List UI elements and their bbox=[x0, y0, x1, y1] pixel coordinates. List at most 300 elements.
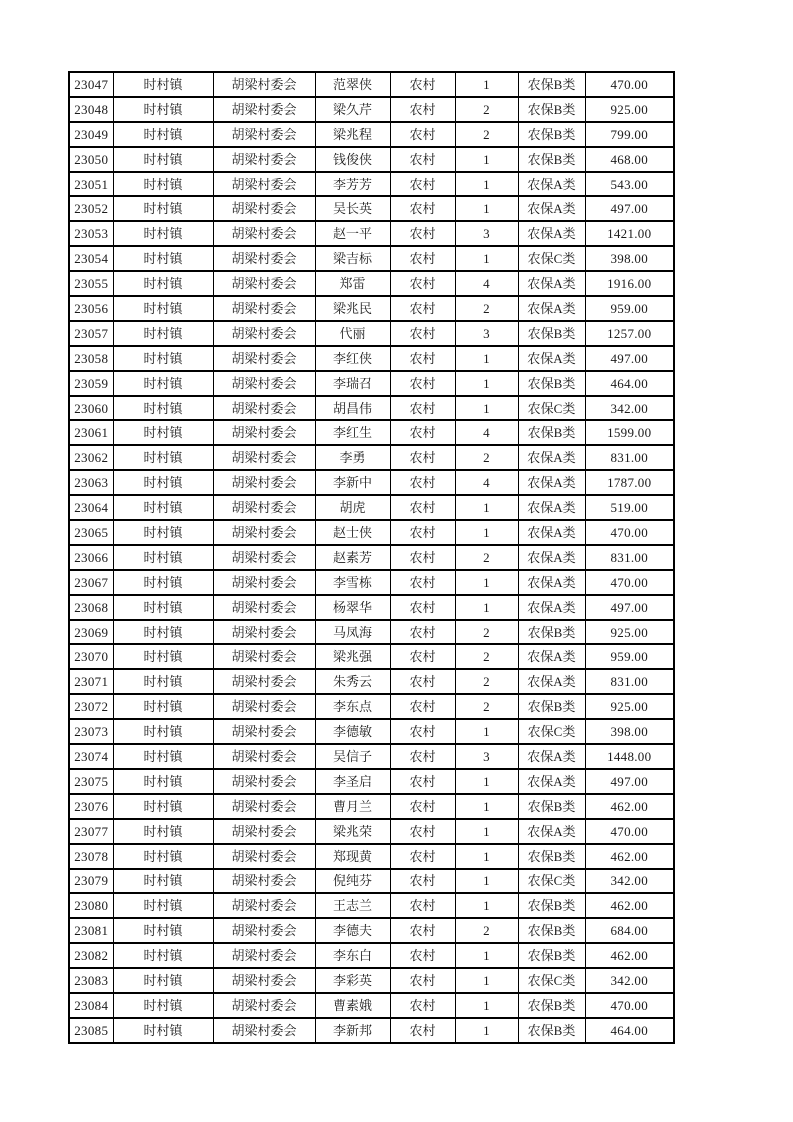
cell-record-id: 23066 bbox=[69, 545, 113, 570]
cell-amount: 497.00 bbox=[585, 346, 674, 371]
cell-amount: 462.00 bbox=[585, 893, 674, 918]
cell-person-name: 范翠侠 bbox=[315, 72, 390, 97]
cell-record-id: 23064 bbox=[69, 495, 113, 520]
cell-person-name: 李芳芳 bbox=[315, 172, 390, 197]
cell-person-count: 1 bbox=[455, 819, 518, 844]
table-row bbox=[69, 271, 674, 296]
cell-record-id: 23082 bbox=[69, 943, 113, 968]
cell-village-committee: 胡梁村委会 bbox=[213, 943, 315, 968]
cell-person-name: 李新邦 bbox=[315, 1018, 390, 1043]
cell-area-type: 农村 bbox=[390, 495, 455, 520]
cell-insurance-type: 农保A类 bbox=[518, 769, 585, 794]
cell-area-type: 农村 bbox=[390, 819, 455, 844]
cell-town: 时村镇 bbox=[113, 869, 213, 894]
cell-amount: 462.00 bbox=[585, 794, 674, 819]
table-row bbox=[69, 196, 674, 221]
cell-insurance-type: 农保B类 bbox=[518, 72, 585, 97]
cell-insurance-type: 农保B类 bbox=[518, 943, 585, 968]
cell-village-committee: 胡梁村委会 bbox=[213, 819, 315, 844]
cell-village-committee: 胡梁村委会 bbox=[213, 869, 315, 894]
cell-area-type: 农村 bbox=[390, 445, 455, 470]
cell-village-committee: 胡梁村委会 bbox=[213, 371, 315, 396]
table-row bbox=[69, 445, 674, 470]
cell-amount: 799.00 bbox=[585, 122, 674, 147]
cell-area-type: 农村 bbox=[390, 346, 455, 371]
table-row bbox=[69, 371, 674, 396]
cell-amount: 342.00 bbox=[585, 396, 674, 421]
cell-person-name: 梁兆强 bbox=[315, 644, 390, 669]
cell-village-committee: 胡梁村委会 bbox=[213, 72, 315, 97]
table-row bbox=[69, 794, 674, 819]
cell-person-count: 2 bbox=[455, 445, 518, 470]
cell-person-name: 梁吉标 bbox=[315, 246, 390, 271]
cell-town: 时村镇 bbox=[113, 371, 213, 396]
table-row bbox=[69, 172, 674, 197]
cell-area-type: 农村 bbox=[390, 172, 455, 197]
cell-amount: 497.00 bbox=[585, 196, 674, 221]
cell-person-name: 赵素芳 bbox=[315, 545, 390, 570]
cell-town: 时村镇 bbox=[113, 545, 213, 570]
cell-town: 时村镇 bbox=[113, 296, 213, 321]
cell-person-count: 2 bbox=[455, 644, 518, 669]
cell-person-name: 胡虎 bbox=[315, 495, 390, 520]
cell-record-id: 23067 bbox=[69, 570, 113, 595]
cell-area-type: 农村 bbox=[390, 420, 455, 445]
cell-person-count: 1 bbox=[455, 72, 518, 97]
table-row bbox=[69, 296, 674, 321]
cell-person-count: 1 bbox=[455, 595, 518, 620]
cell-amount: 925.00 bbox=[585, 694, 674, 719]
cell-person-count: 2 bbox=[455, 620, 518, 645]
cell-record-id: 23077 bbox=[69, 819, 113, 844]
table-row bbox=[69, 719, 674, 744]
cell-village-committee: 胡梁村委会 bbox=[213, 694, 315, 719]
cell-person-name: 李德夫 bbox=[315, 918, 390, 943]
cell-insurance-type: 农保A类 bbox=[518, 346, 585, 371]
cell-insurance-type: 农保C类 bbox=[518, 396, 585, 421]
table-row bbox=[69, 968, 674, 993]
table-row bbox=[69, 246, 674, 271]
cell-area-type: 农村 bbox=[390, 968, 455, 993]
cell-village-committee: 胡梁村委会 bbox=[213, 744, 315, 769]
cell-record-id: 23065 bbox=[69, 520, 113, 545]
cell-amount: 1599.00 bbox=[585, 420, 674, 445]
table-row bbox=[69, 893, 674, 918]
cell-person-count: 1 bbox=[455, 943, 518, 968]
cell-area-type: 农村 bbox=[390, 520, 455, 545]
cell-amount: 831.00 bbox=[585, 545, 674, 570]
cell-person-count: 1 bbox=[455, 346, 518, 371]
cell-village-committee: 胡梁村委会 bbox=[213, 918, 315, 943]
cell-village-committee: 胡梁村委会 bbox=[213, 669, 315, 694]
cell-insurance-type: 农保B类 bbox=[518, 620, 585, 645]
cell-person-count: 3 bbox=[455, 321, 518, 346]
cell-area-type: 农村 bbox=[390, 545, 455, 570]
cell-person-count: 2 bbox=[455, 669, 518, 694]
cell-person-name: 李东白 bbox=[315, 943, 390, 968]
cell-amount: 1257.00 bbox=[585, 321, 674, 346]
cell-area-type: 农村 bbox=[390, 893, 455, 918]
table-row bbox=[69, 869, 674, 894]
cell-village-committee: 胡梁村委会 bbox=[213, 296, 315, 321]
cell-person-name: 赵一平 bbox=[315, 221, 390, 246]
cell-area-type: 农村 bbox=[390, 744, 455, 769]
cell-record-id: 23083 bbox=[69, 968, 113, 993]
cell-village-committee: 胡梁村委会 bbox=[213, 1018, 315, 1043]
cell-village-committee: 胡梁村委会 bbox=[213, 644, 315, 669]
cell-area-type: 农村 bbox=[390, 296, 455, 321]
cell-insurance-type: 农保A类 bbox=[518, 595, 585, 620]
cell-town: 时村镇 bbox=[113, 844, 213, 869]
cell-insurance-type: 农保A类 bbox=[518, 196, 585, 221]
cell-person-count: 1 bbox=[455, 869, 518, 894]
cell-town: 时村镇 bbox=[113, 72, 213, 97]
cell-person-name: 李东点 bbox=[315, 694, 390, 719]
cell-village-committee: 胡梁村委会 bbox=[213, 396, 315, 421]
cell-person-name: 梁兆荣 bbox=[315, 819, 390, 844]
cell-amount: 1916.00 bbox=[585, 271, 674, 296]
cell-record-id: 23060 bbox=[69, 396, 113, 421]
cell-village-committee: 胡梁村委会 bbox=[213, 346, 315, 371]
table-row bbox=[69, 744, 674, 769]
cell-area-type: 农村 bbox=[390, 221, 455, 246]
cell-person-count: 1 bbox=[455, 172, 518, 197]
cell-record-id: 23055 bbox=[69, 271, 113, 296]
cell-person-count: 3 bbox=[455, 221, 518, 246]
cell-town: 时村镇 bbox=[113, 893, 213, 918]
cell-person-name: 郑现黄 bbox=[315, 844, 390, 869]
cell-amount: 1421.00 bbox=[585, 221, 674, 246]
cell-person-count: 2 bbox=[455, 545, 518, 570]
cell-village-committee: 胡梁村委会 bbox=[213, 445, 315, 470]
cell-record-id: 23069 bbox=[69, 620, 113, 645]
cell-insurance-type: 农保A类 bbox=[518, 470, 585, 495]
cell-village-committee: 胡梁村委会 bbox=[213, 520, 315, 545]
cell-area-type: 农村 bbox=[390, 794, 455, 819]
cell-town: 时村镇 bbox=[113, 470, 213, 495]
cell-town: 时村镇 bbox=[113, 595, 213, 620]
cell-person-name: 李红生 bbox=[315, 420, 390, 445]
cell-town: 时村镇 bbox=[113, 918, 213, 943]
cell-amount: 959.00 bbox=[585, 644, 674, 669]
cell-person-count: 2 bbox=[455, 97, 518, 122]
cell-amount: 464.00 bbox=[585, 371, 674, 396]
cell-village-committee: 胡梁村委会 bbox=[213, 147, 315, 172]
cell-record-id: 23062 bbox=[69, 445, 113, 470]
cell-area-type: 农村 bbox=[390, 844, 455, 869]
cell-village-committee: 胡梁村委会 bbox=[213, 794, 315, 819]
cell-area-type: 农村 bbox=[390, 918, 455, 943]
table-row bbox=[69, 570, 674, 595]
cell-record-id: 23070 bbox=[69, 644, 113, 669]
cell-area-type: 农村 bbox=[390, 644, 455, 669]
cell-person-name: 李彩英 bbox=[315, 968, 390, 993]
cell-insurance-type: 农保A类 bbox=[518, 271, 585, 296]
cell-town: 时村镇 bbox=[113, 669, 213, 694]
cell-person-name: 李勇 bbox=[315, 445, 390, 470]
cell-town: 时村镇 bbox=[113, 246, 213, 271]
cell-person-count: 1 bbox=[455, 893, 518, 918]
cell-area-type: 农村 bbox=[390, 396, 455, 421]
cell-village-committee: 胡梁村委会 bbox=[213, 719, 315, 744]
cell-record-id: 23072 bbox=[69, 694, 113, 719]
cell-person-count: 4 bbox=[455, 420, 518, 445]
table-row bbox=[69, 993, 674, 1018]
cell-amount: 470.00 bbox=[585, 520, 674, 545]
table-row bbox=[69, 694, 674, 719]
cell-village-committee: 胡梁村委会 bbox=[213, 246, 315, 271]
table-body bbox=[69, 72, 674, 1043]
cell-amount: 1448.00 bbox=[585, 744, 674, 769]
cell-amount: 398.00 bbox=[585, 246, 674, 271]
cell-town: 时村镇 bbox=[113, 1018, 213, 1043]
cell-amount: 831.00 bbox=[585, 669, 674, 694]
cell-person-count: 1 bbox=[455, 1018, 518, 1043]
table-row bbox=[69, 396, 674, 421]
cell-person-name: 吴信子 bbox=[315, 744, 390, 769]
cell-area-type: 农村 bbox=[390, 669, 455, 694]
cell-person-name: 李雪栋 bbox=[315, 570, 390, 595]
cell-person-count: 1 bbox=[455, 147, 518, 172]
cell-village-committee: 胡梁村委会 bbox=[213, 968, 315, 993]
cell-person-name: 曹素娥 bbox=[315, 993, 390, 1018]
cell-person-name: 李新中 bbox=[315, 470, 390, 495]
cell-person-count: 1 bbox=[455, 196, 518, 221]
cell-person-name: 李德敏 bbox=[315, 719, 390, 744]
cell-village-committee: 胡梁村委会 bbox=[213, 620, 315, 645]
cell-person-count: 1 bbox=[455, 246, 518, 271]
cell-town: 时村镇 bbox=[113, 420, 213, 445]
table-row bbox=[69, 420, 674, 445]
cell-record-id: 23048 bbox=[69, 97, 113, 122]
cell-person-name: 胡昌伟 bbox=[315, 396, 390, 421]
cell-person-name: 梁兆民 bbox=[315, 296, 390, 321]
cell-amount: 470.00 bbox=[585, 72, 674, 97]
cell-village-committee: 胡梁村委会 bbox=[213, 844, 315, 869]
cell-person-count: 1 bbox=[455, 371, 518, 396]
table-row bbox=[69, 346, 674, 371]
cell-record-id: 23078 bbox=[69, 844, 113, 869]
cell-insurance-type: 农保B类 bbox=[518, 844, 585, 869]
cell-person-name: 王志兰 bbox=[315, 893, 390, 918]
cell-amount: 470.00 bbox=[585, 993, 674, 1018]
cell-town: 时村镇 bbox=[113, 719, 213, 744]
cell-person-count: 2 bbox=[455, 122, 518, 147]
cell-insurance-type: 农保B类 bbox=[518, 694, 585, 719]
cell-record-id: 23073 bbox=[69, 719, 113, 744]
cell-town: 时村镇 bbox=[113, 147, 213, 172]
table-row bbox=[69, 221, 674, 246]
table-row bbox=[69, 1018, 674, 1043]
cell-town: 时村镇 bbox=[113, 943, 213, 968]
cell-area-type: 农村 bbox=[390, 1018, 455, 1043]
cell-person-count: 3 bbox=[455, 744, 518, 769]
cell-person-name: 代丽 bbox=[315, 321, 390, 346]
table-row bbox=[69, 644, 674, 669]
cell-record-id: 23047 bbox=[69, 72, 113, 97]
cell-town: 时村镇 bbox=[113, 271, 213, 296]
cell-person-count: 1 bbox=[455, 968, 518, 993]
cell-insurance-type: 农保A类 bbox=[518, 520, 585, 545]
cell-village-committee: 胡梁村委会 bbox=[213, 196, 315, 221]
cell-amount: 543.00 bbox=[585, 172, 674, 197]
cell-record-id: 23084 bbox=[69, 993, 113, 1018]
cell-insurance-type: 农保A类 bbox=[518, 445, 585, 470]
table-row bbox=[69, 321, 674, 346]
cell-amount: 468.00 bbox=[585, 147, 674, 172]
cell-record-id: 23085 bbox=[69, 1018, 113, 1043]
cell-area-type: 农村 bbox=[390, 122, 455, 147]
cell-village-committee: 胡梁村委会 bbox=[213, 495, 315, 520]
cell-amount: 497.00 bbox=[585, 769, 674, 794]
cell-insurance-type: 农保B类 bbox=[518, 371, 585, 396]
cell-person-name: 郑雷 bbox=[315, 271, 390, 296]
table-row bbox=[69, 97, 674, 122]
cell-insurance-type: 农保B类 bbox=[518, 122, 585, 147]
cell-insurance-type: 农保B类 bbox=[518, 993, 585, 1018]
cell-village-committee: 胡梁村委会 bbox=[213, 122, 315, 147]
cell-town: 时村镇 bbox=[113, 396, 213, 421]
cell-person-count: 1 bbox=[455, 495, 518, 520]
cell-insurance-type: 农保A类 bbox=[518, 221, 585, 246]
table-row bbox=[69, 122, 674, 147]
cell-area-type: 农村 bbox=[390, 246, 455, 271]
cell-amount: 462.00 bbox=[585, 844, 674, 869]
cell-person-count: 4 bbox=[455, 271, 518, 296]
cell-town: 时村镇 bbox=[113, 445, 213, 470]
cell-area-type: 农村 bbox=[390, 97, 455, 122]
cell-insurance-type: 农保B类 bbox=[518, 893, 585, 918]
cell-area-type: 农村 bbox=[390, 271, 455, 296]
cell-person-name: 李圣启 bbox=[315, 769, 390, 794]
table-row bbox=[69, 495, 674, 520]
cell-record-id: 23071 bbox=[69, 669, 113, 694]
cell-person-count: 1 bbox=[455, 993, 518, 1018]
cell-person-name: 梁兆程 bbox=[315, 122, 390, 147]
table-row bbox=[69, 943, 674, 968]
cell-person-name: 吴长英 bbox=[315, 196, 390, 221]
table-row bbox=[69, 918, 674, 943]
cell-insurance-type: 农保A类 bbox=[518, 495, 585, 520]
cell-area-type: 农村 bbox=[390, 371, 455, 396]
cell-person-count: 1 bbox=[455, 570, 518, 595]
cell-village-committee: 胡梁村委会 bbox=[213, 570, 315, 595]
cell-village-committee: 胡梁村委会 bbox=[213, 470, 315, 495]
cell-record-id: 23054 bbox=[69, 246, 113, 271]
cell-village-committee: 胡梁村委会 bbox=[213, 321, 315, 346]
cell-amount: 925.00 bbox=[585, 97, 674, 122]
cell-town: 时村镇 bbox=[113, 495, 213, 520]
cell-record-id: 23076 bbox=[69, 794, 113, 819]
cell-person-count: 4 bbox=[455, 470, 518, 495]
cell-person-count: 1 bbox=[455, 719, 518, 744]
table-row bbox=[69, 620, 674, 645]
cell-amount: 684.00 bbox=[585, 918, 674, 943]
social-insurance-payment-table bbox=[68, 71, 675, 1044]
cell-area-type: 农村 bbox=[390, 769, 455, 794]
cell-village-committee: 胡梁村委会 bbox=[213, 221, 315, 246]
cell-insurance-type: 农保C类 bbox=[518, 719, 585, 744]
cell-person-count: 1 bbox=[455, 520, 518, 545]
cell-insurance-type: 农保C类 bbox=[518, 246, 585, 271]
cell-insurance-type: 农保B类 bbox=[518, 420, 585, 445]
cell-record-id: 23051 bbox=[69, 172, 113, 197]
cell-amount: 462.00 bbox=[585, 943, 674, 968]
cell-record-id: 23080 bbox=[69, 893, 113, 918]
cell-area-type: 农村 bbox=[390, 595, 455, 620]
cell-village-committee: 胡梁村委会 bbox=[213, 993, 315, 1018]
cell-insurance-type: 农保B类 bbox=[518, 918, 585, 943]
cell-person-count: 2 bbox=[455, 694, 518, 719]
table-row bbox=[69, 819, 674, 844]
cell-amount: 959.00 bbox=[585, 296, 674, 321]
cell-village-committee: 胡梁村委会 bbox=[213, 893, 315, 918]
cell-village-committee: 胡梁村委会 bbox=[213, 420, 315, 445]
cell-record-id: 23061 bbox=[69, 420, 113, 445]
cell-record-id: 23050 bbox=[69, 147, 113, 172]
cell-person-count: 1 bbox=[455, 396, 518, 421]
cell-area-type: 农村 bbox=[390, 993, 455, 1018]
cell-amount: 342.00 bbox=[585, 968, 674, 993]
cell-area-type: 农村 bbox=[390, 570, 455, 595]
cell-town: 时村镇 bbox=[113, 769, 213, 794]
cell-amount: 342.00 bbox=[585, 869, 674, 894]
cell-insurance-type: 农保A类 bbox=[518, 545, 585, 570]
cell-village-committee: 胡梁村委会 bbox=[213, 769, 315, 794]
cell-person-count: 1 bbox=[455, 844, 518, 869]
cell-person-name: 李瑞召 bbox=[315, 371, 390, 396]
cell-town: 时村镇 bbox=[113, 520, 213, 545]
cell-record-id: 23081 bbox=[69, 918, 113, 943]
cell-town: 时村镇 bbox=[113, 968, 213, 993]
cell-person-name: 杨翠华 bbox=[315, 595, 390, 620]
cell-record-id: 23053 bbox=[69, 221, 113, 246]
cell-person-count: 2 bbox=[455, 296, 518, 321]
cell-amount: 831.00 bbox=[585, 445, 674, 470]
cell-town: 时村镇 bbox=[113, 694, 213, 719]
cell-insurance-type: 农保B类 bbox=[518, 147, 585, 172]
cell-town: 时村镇 bbox=[113, 794, 213, 819]
table-row bbox=[69, 147, 674, 172]
cell-insurance-type: 农保C类 bbox=[518, 869, 585, 894]
cell-person-name: 倪纯芬 bbox=[315, 869, 390, 894]
table-row bbox=[69, 520, 674, 545]
cell-town: 时村镇 bbox=[113, 172, 213, 197]
cell-record-id: 23052 bbox=[69, 196, 113, 221]
cell-area-type: 农村 bbox=[390, 196, 455, 221]
table-row bbox=[69, 769, 674, 794]
cell-area-type: 农村 bbox=[390, 147, 455, 172]
cell-person-name: 钱俊侠 bbox=[315, 147, 390, 172]
cell-town: 时村镇 bbox=[113, 196, 213, 221]
cell-record-id: 23079 bbox=[69, 869, 113, 894]
cell-area-type: 农村 bbox=[390, 321, 455, 346]
cell-record-id: 23074 bbox=[69, 744, 113, 769]
table-row bbox=[69, 669, 674, 694]
cell-area-type: 农村 bbox=[390, 943, 455, 968]
cell-village-committee: 胡梁村委会 bbox=[213, 545, 315, 570]
cell-town: 时村镇 bbox=[113, 570, 213, 595]
table-row bbox=[69, 595, 674, 620]
cell-amount: 398.00 bbox=[585, 719, 674, 744]
cell-person-name: 曹月兰 bbox=[315, 794, 390, 819]
cell-village-committee: 胡梁村委会 bbox=[213, 595, 315, 620]
cell-amount: 497.00 bbox=[585, 595, 674, 620]
cell-record-id: 23068 bbox=[69, 595, 113, 620]
cell-record-id: 23059 bbox=[69, 371, 113, 396]
cell-record-id: 23056 bbox=[69, 296, 113, 321]
cell-insurance-type: 农保B类 bbox=[518, 794, 585, 819]
